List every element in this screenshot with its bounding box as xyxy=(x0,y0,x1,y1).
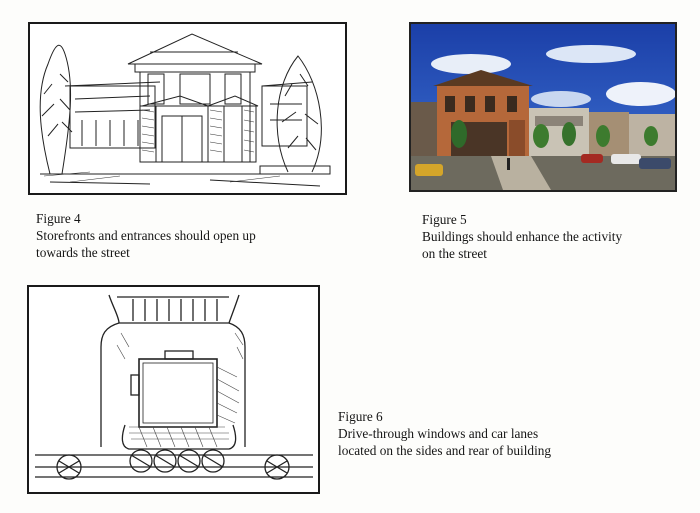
figure-5-caption-line-2: on the street xyxy=(422,246,487,261)
drive-through-plan-illustration xyxy=(29,287,318,492)
figure-5-caption-line-1: Buildings should enhance the activity xyxy=(422,229,623,244)
street-rendering-illustration xyxy=(411,24,675,190)
figure-4-image xyxy=(28,22,347,195)
figure-5-label: Figure 5 xyxy=(422,212,467,227)
figure-5-image xyxy=(409,22,677,192)
figure-4-label: Figure 4 xyxy=(36,211,81,226)
figure-5-caption xyxy=(422,211,622,262)
figure-6-caption xyxy=(338,408,551,459)
figure-6-image xyxy=(27,285,320,494)
figure-6-label: Figure 6 xyxy=(338,409,383,424)
figure-4-caption-line-1: Storefronts and entrances should open up xyxy=(36,228,256,243)
figure-6-caption-line-2: located on the sides and rear of building xyxy=(338,443,552,458)
figure-4-caption xyxy=(36,210,256,261)
figure-6-caption-line-1: Drive-through windows and car lanes xyxy=(338,426,539,441)
storefront-sketch-illustration xyxy=(30,24,345,193)
figure-4-caption-line-2: towards the street xyxy=(36,245,130,260)
